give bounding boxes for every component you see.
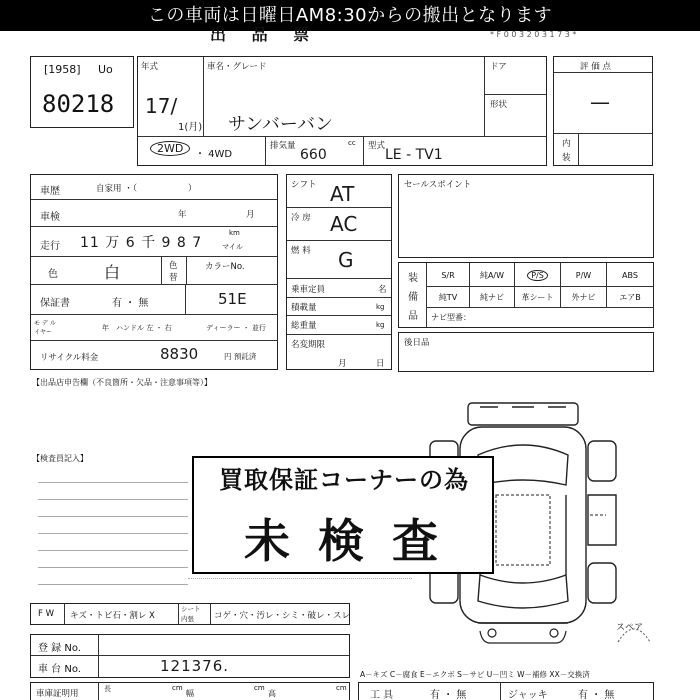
cert-height-cm: cm	[336, 684, 347, 692]
dealer-label: ディーラー ・ 並行	[206, 324, 266, 332]
warranty-label: 保証書	[40, 298, 70, 309]
jack-options: 有 ・ 無	[578, 690, 615, 700]
registration-no-label: 登 録 No.	[38, 643, 81, 654]
equipment-label-1: 装	[408, 273, 418, 284]
fuel-label: 燃 料	[291, 246, 311, 256]
recycle-fee-value: 8830	[160, 345, 199, 363]
sales-point-label: セールスポイント	[404, 180, 472, 190]
displacement-value: 660	[300, 147, 327, 163]
equipment-label-2: 備	[408, 292, 418, 303]
equip-external-navi: 外ナビ	[571, 292, 596, 302]
recycle-label: リサイクル料金	[40, 353, 99, 363]
color-no-value: 51E	[218, 290, 247, 308]
equip-tv: 純TV	[438, 292, 458, 302]
interior-label-2: 装	[562, 153, 571, 163]
damage-seat-text: コゲ・穴・汚レ・シミ・破レ・スレ	[214, 611, 351, 621]
color-change-label-1: 色	[169, 261, 178, 271]
equip-power-steering: P/S	[515, 264, 560, 286]
inspection-month-unit: 月	[246, 210, 255, 220]
year-value: 17/	[145, 94, 178, 118]
pickup-notice-banner: この車両は日曜日AM8:30からの搬出となります	[0, 0, 700, 31]
jack-label: ジャッキ	[508, 690, 548, 700]
aftermarket-label: 後日品	[404, 338, 430, 348]
color-change-label-2: 替	[169, 273, 178, 283]
cert-long-cm: cm	[172, 684, 183, 692]
model-year-label-1: モ デ ル	[34, 320, 56, 327]
model-year-label-2: イヤー	[34, 329, 53, 336]
inspector-notes-heading: 【検査員記入】	[32, 454, 88, 463]
equip-leather-seat: 革シート	[521, 292, 554, 302]
certificate-label: 車庫証明用	[36, 689, 79, 699]
color-label: 色	[48, 269, 58, 280]
model-year-unit: 年	[102, 324, 109, 332]
lot-number: 80218	[42, 90, 115, 118]
capacity-label: 乗車定員	[291, 285, 326, 295]
equip-navi: 純ナビ	[480, 292, 504, 302]
cert-width-cm: cm	[254, 684, 265, 692]
spare-tire-icon	[612, 620, 656, 648]
name-change-month: 月	[338, 359, 347, 369]
drive-2wd: 2WD	[150, 141, 190, 156]
weight-label: 総重量	[291, 321, 317, 331]
equip-abs: ABS	[622, 270, 638, 280]
aftermarket-box	[398, 332, 654, 372]
spare-label: スペア	[616, 623, 644, 633]
car-name-label: 車名・グレード	[207, 62, 267, 72]
chassis-no-label: 車 台 No.	[38, 664, 81, 675]
equipment-label-3: 品	[408, 311, 418, 322]
cert-height-label: 高	[268, 689, 276, 698]
displacement-label: 排気量	[270, 141, 296, 151]
recycle-unit: 円 預託済	[224, 352, 257, 361]
damage-code-legend: A－キズ C－腐食 E－エクボ S－サビ U－凹ミ W－補修 XX－交換済	[360, 670, 590, 679]
score-value: —	[590, 90, 610, 114]
shift-value: AT	[330, 182, 355, 206]
fuel-value: G	[338, 248, 354, 272]
aircon-value: AC	[330, 212, 358, 236]
km-label: km	[229, 229, 240, 237]
aircon-label: 冷 房	[291, 213, 311, 223]
handle-label: ハンドル 左 ・ 右	[116, 324, 172, 332]
model-type-label: 型式	[368, 141, 386, 151]
cc-label: cc	[348, 139, 356, 147]
cert-long-label: 長	[104, 685, 111, 693]
equip-power-window: P/W	[575, 270, 592, 280]
lot-small-number: [1958]	[44, 63, 81, 76]
private-use-label: 自家用 ・（ ）	[96, 184, 197, 194]
exhibitor-notes-heading: 【出品店申告欄（不良箇所・欠品・注意事項等）】	[32, 378, 212, 387]
stamp-line-2: 未 検 査	[243, 514, 445, 568]
damage-seat-label-1: シート	[181, 605, 201, 613]
mileage-label: 走行	[40, 241, 60, 252]
inspection-year-unit: 年	[178, 210, 187, 220]
damage-seat-label-2: 内張	[181, 615, 194, 623]
sheet-title: 出 品 票	[210, 25, 320, 44]
weight-kg: kg	[376, 321, 385, 329]
name-change-label: 名変期限	[291, 340, 326, 350]
inspector-notes-lines-right	[188, 578, 412, 598]
damage-fw-text: キズ・トビ石・割レ X	[70, 611, 155, 621]
load-kg: kg	[376, 303, 385, 311]
equip-alloy-wheel: 純A/W	[479, 270, 505, 280]
equip-airbag: エアB	[619, 292, 641, 302]
barcode-serial: * F 0 0 3 2 0 3 1 7 3 *	[490, 30, 577, 39]
mileage-value: 11 万 6 千 9 8 7	[80, 235, 203, 251]
shift-label: シフト	[291, 180, 317, 190]
year-label: 年式	[141, 62, 159, 72]
chassis-no-value: 121376.	[160, 657, 230, 675]
stamp-line-1: 買取保証コーナーの為	[219, 466, 469, 494]
inspection-label: 車検	[40, 212, 60, 223]
mile-label: マイル	[222, 243, 243, 251]
score-label: 評 価 点	[580, 62, 611, 72]
tools-options: 有 ・ 無	[430, 690, 467, 700]
equip-sr: S/R	[441, 270, 455, 280]
load-label: 積載量	[291, 303, 317, 313]
capacity-unit: 名	[378, 285, 387, 295]
tools-label: 工 具	[370, 690, 394, 700]
color-value: 白	[104, 263, 121, 282]
damage-fw-label: F W	[38, 609, 54, 619]
year-suffix: 1(月)	[178, 122, 203, 133]
name-change-day-unit: 日	[376, 359, 385, 369]
history-label: 車歴	[40, 186, 60, 197]
shape-label: 形状	[490, 100, 508, 110]
car-name-value: サンバーバン	[228, 114, 333, 135]
navi-model-label: ナビ型番：	[431, 313, 471, 322]
warranty-options: 有 ・ 無	[112, 298, 149, 309]
inspector-notes-lines	[38, 466, 188, 598]
model-type-value: LE - TV1	[385, 147, 443, 163]
color-no-label: カラーNo.	[205, 262, 245, 272]
drive-4wd: ・ 4WD	[195, 149, 233, 160]
cert-width-label: 幅	[186, 689, 194, 698]
door-label: ドア	[490, 62, 507, 72]
interior-label-1: 内	[562, 139, 571, 149]
lot-code: Uo	[98, 63, 113, 76]
